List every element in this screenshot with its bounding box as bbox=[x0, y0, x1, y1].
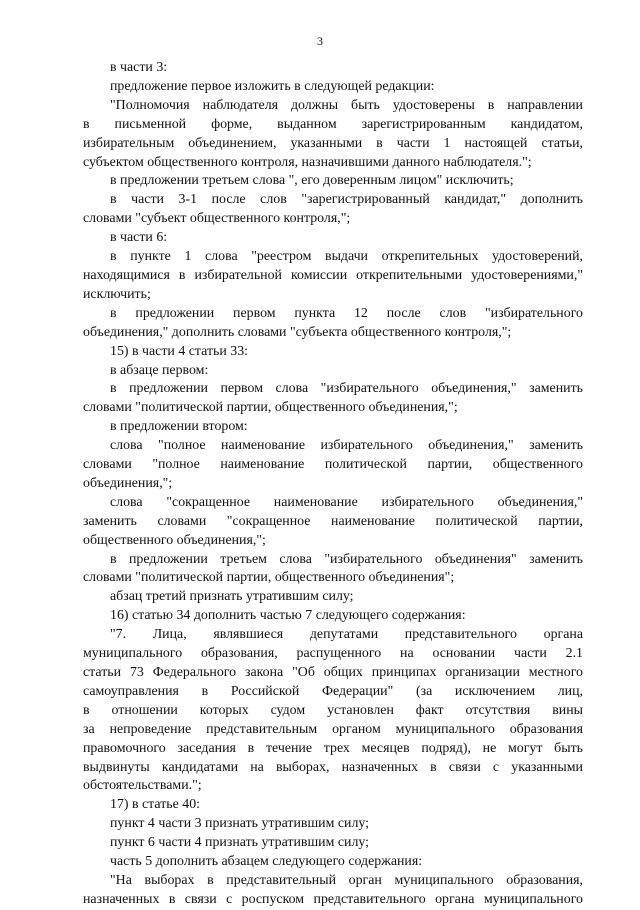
text-line: выдвинуты кандидатами на выборах, назначенных в связи с указанными bbox=[83, 759, 583, 775]
text-line: в предложении третьем слова "избирательного объединения" заменить bbox=[110, 551, 583, 567]
text-line: субъектом общественного контроля, назначившими данного наблюдателя."; bbox=[83, 154, 532, 170]
text-line: в части 6: bbox=[110, 230, 168, 246]
text-line: 16) статью 34 дополнить частью 7 следующего содержания: bbox=[110, 608, 466, 624]
text-line: за непроведение представительным органом муниципального образования bbox=[83, 721, 583, 737]
text-line: в отношении которых судом установлен факт отсутствия вины bbox=[83, 702, 583, 718]
text-line: в части 3: bbox=[110, 60, 168, 75]
text-line: "Полномочия наблюдателя должны быть удостоверены в направлении bbox=[110, 97, 583, 113]
text-line: пункт 4 части 3 признать утратившим силу; bbox=[110, 816, 370, 832]
text-line: "На выборах в представительный орган муниципального образования, bbox=[110, 872, 583, 888]
text-line: избирательным объединением, указанными в части 1 настоящей статьи, bbox=[83, 135, 583, 151]
text-line: слова "сокращенное наименование избирательного объединения," bbox=[110, 494, 583, 510]
text-line: предложение первое изложить в следующей редакции: bbox=[110, 78, 435, 94]
text-line: находящимися в избирательной комиссии открепительными удостоверениями," bbox=[83, 267, 583, 283]
text-line: в предложении первом пункта 12 после слов "избирательного bbox=[110, 305, 583, 321]
text-line: 17) в статье 40: bbox=[110, 797, 201, 813]
text-line: часть 5 дополнить абзацем следующего содержания: bbox=[110, 854, 423, 870]
text-line: в части 3-1 после слов "зарегистрированный кандидат," дополнить bbox=[110, 192, 583, 208]
text-line: заменить словами "сокращенное наименование политической партии, bbox=[83, 513, 583, 529]
text-line: "7. Лица, являвшиеся депутатами представительного органа bbox=[110, 627, 583, 643]
text-line: муниципального образования, распущенного на основании части 2.1 bbox=[83, 646, 583, 662]
text-line: словами "политической партии, общественного объединения"; bbox=[83, 570, 455, 586]
document-body bbox=[83, 59, 583, 910]
text-line: в письменной форме, выданном зарегистрированным кандидатом, bbox=[83, 116, 583, 132]
text-line: словами "полное наименование политической партии, общественного bbox=[83, 457, 583, 473]
text-line: слова "полное наименование избирательного объединения," заменить bbox=[110, 438, 583, 454]
text-line: статьи 73 Федерального закона "Об общих принципах организации местного bbox=[83, 665, 583, 680]
text-line: в предложении третьем слова ", его доверенным лицом" исключить; bbox=[110, 173, 514, 189]
text-line: назначенных в связи с роспуском представительного органа муниципального bbox=[83, 891, 583, 907]
text-line: абзац третий признать утратившим силу; bbox=[110, 589, 354, 605]
text-line: объединения,"; bbox=[83, 475, 173, 491]
text-line: объединения," дополнить словами "субъекта общественного контроля,"; bbox=[83, 324, 512, 340]
text-line: правомочного заседания в течение трех месяцев подряд), не могут быть bbox=[83, 740, 583, 756]
text-line: самоуправления в Российской Федерации" (за исключением лиц, bbox=[83, 683, 583, 699]
text-line: исключить; bbox=[83, 286, 151, 302]
text-line: в абзаце первом: bbox=[110, 362, 209, 378]
text-line: в пункте 1 слова "реестром выдачи открепительных удостоверений, bbox=[110, 249, 583, 265]
text-line: в предложении втором: bbox=[110, 419, 248, 435]
text-line: обстоятельствами."; bbox=[83, 778, 202, 794]
text-line: пункт 6 части 4 признать утратившим силу; bbox=[110, 835, 370, 851]
text-line: словами "политической партии, общественного объединения,"; bbox=[83, 400, 458, 416]
page-number: 3 bbox=[317, 34, 323, 48]
text-line: в предложении первом слова "избирательного объединения," заменить bbox=[110, 381, 583, 397]
text-line: словами "субъект общественного контроля,"; bbox=[83, 211, 351, 227]
text-line: общественного объединения,"; bbox=[83, 532, 266, 548]
text-line: 15) в части 4 статьи 33: bbox=[110, 343, 249, 359]
